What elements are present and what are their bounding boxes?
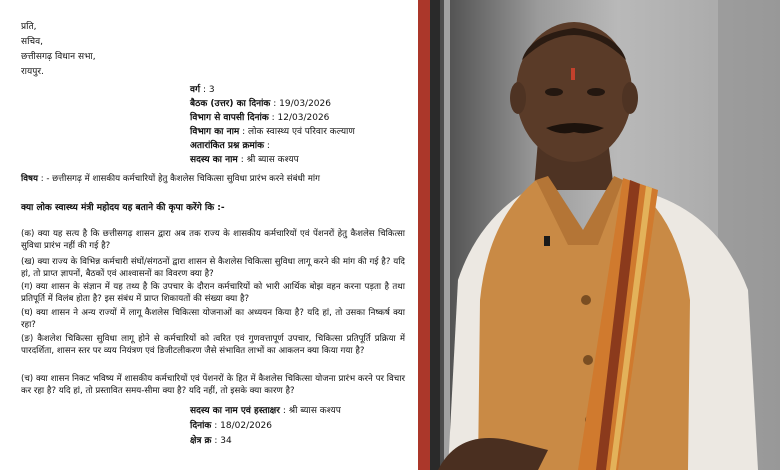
question-ka: (क) क्या यह सत्य है कि छत्तीसगढ़ शासन द्वारा अब तक राज्य के शासकीय कर्मचारियों एवं पेंशनरों हेतु कैशलेस चिकित्सा सुविधा प्रारंभ नहीं की गई है? — [21, 229, 405, 251]
meta-row — [190, 85, 215, 96]
footer-row — [190, 421, 272, 432]
question-intro: क्या लोक स्वास्थ्य मंत्री महोदय यह बताने की कृपा करेंगे कि :- — [21, 203, 225, 213]
footer-label: क्षेत्र क्र — [190, 436, 212, 446]
meta-label: विभाग से वापसी दिनांक — [190, 113, 269, 123]
meta-value: : श्री ब्यास कश्यप — [240, 155, 299, 165]
meta-value: : 19/03/2026 — [273, 99, 331, 109]
address-line: सचिव, — [21, 37, 43, 47]
question-cha: (च) क्या शासन निकट भविष्य में शासकीय कर्मचारियों एवं पेंशनरों के हित में कैशलेस चिकित्सा योजना प्रारंभ करने पर विचार कर रहा है? यदि हां, तो प्रस्तावित समय-सीमा क्या है? यदि नहीं, तो इसके क्या कारण है? — [21, 374, 405, 396]
ear — [510, 82, 526, 114]
background-light-strip — [444, 0, 450, 470]
meta-row — [190, 127, 355, 138]
address-line: प्रति, — [21, 22, 37, 32]
meta-label: वर्ग — [190, 85, 201, 95]
footer-value: : श्री ब्यास कश्यप — [282, 406, 341, 416]
subject-line — [21, 174, 320, 185]
meta-label: अतारांकित प्रश्न क्रमांक — [190, 141, 265, 151]
footer-value: : 18/02/2026 — [214, 421, 273, 431]
meta-row — [190, 99, 331, 110]
eye — [545, 88, 563, 96]
meta-value: : 12/03/2026 — [271, 113, 330, 123]
head — [516, 22, 632, 162]
meta-label: विभाग का नाम — [190, 127, 240, 137]
background-red-strip — [418, 0, 430, 470]
meta-value: : — [266, 141, 270, 151]
address-line: छत्तीसगढ़ विधान सभा, — [21, 52, 96, 62]
footer-label: सदस्य का नाम एवं हस्ताक्षर — [190, 406, 280, 416]
question-ga: (ग) क्या शासन के संज्ञान में यह तथ्य है कि उपचार के दौरान कर्मचारियों को भारी आर्थिक बोझ वहन करना पड़ता है तथा प्रतिपूर्ति में विलंब होता है? इस संबंध में प्राप्त शिकायतों की संख्या क्या है? — [21, 282, 405, 304]
meta-value: : लोक स्वास्थ्य एवं परिवार कल्याण — [242, 127, 355, 137]
question-kha: (ख) क्या राज्य के विभिन्न कर्मचारी संघों/संगठनों द्वारा शासन से कैशलेस चिकित्सा सुविधा लागू करने की मांग की गई है? यदि हां, तो प्राप्त ज्ञापनों, बैठकों एवं आश्वासनों का विवरण क्या है? — [21, 257, 405, 279]
footer-row — [190, 406, 341, 417]
vest-button — [583, 355, 593, 365]
eye — [587, 88, 605, 96]
vest-button — [581, 295, 591, 305]
footer-row — [190, 436, 232, 447]
meta-value: : 3 — [202, 85, 215, 95]
question-gha: (घ) क्या शासन ने अन्य राज्यों में लागू कैशलेस चिकित्सा योजनाओं का अध्ययन किया है? यदि हां, तो उसका निष्कर्ष क्या रहा? — [21, 308, 405, 330]
meta-row — [190, 141, 270, 152]
tilak-mark — [571, 68, 575, 80]
footer-value: : 34 — [214, 436, 232, 446]
meta-label: सदस्य का नाम — [190, 155, 238, 165]
subject-text: : - छत्तीसगढ़ में शासकीय कर्मचारियों हेतु कैशलेस चिकित्सा सुविधा प्रारंभ करने संबंधी मांग — [40, 174, 320, 184]
meta-label: बैठक (उत्तर) का दिनांक — [190, 99, 271, 109]
orange-vest — [478, 180, 690, 470]
portrait-illustration — [418, 0, 780, 470]
portrait-photo — [418, 0, 780, 470]
meta-row — [190, 113, 329, 124]
ear — [622, 82, 638, 114]
footer-label: दिनांक — [190, 421, 212, 431]
question-nga: (ङ) कैशलेश चिकित्सा सुविधा लागू होने से कर्मचारियों को त्वरित एवं गुणवत्तापूर्ण उपचार, चिकित्सा प्रतिपूर्ति प्रक्रिया में पारदर्शिता, शासन स्तर पर व्यय नियंत्रण एवं डिजीटलीकरण जैसे संभावित लाभों का आकलन क्या किया गया है? — [21, 334, 405, 356]
meta-row — [190, 155, 299, 166]
subject-label: विषय — [21, 174, 38, 184]
lapel-microphone — [544, 236, 550, 246]
address-line: रायपुर. — [21, 67, 44, 77]
